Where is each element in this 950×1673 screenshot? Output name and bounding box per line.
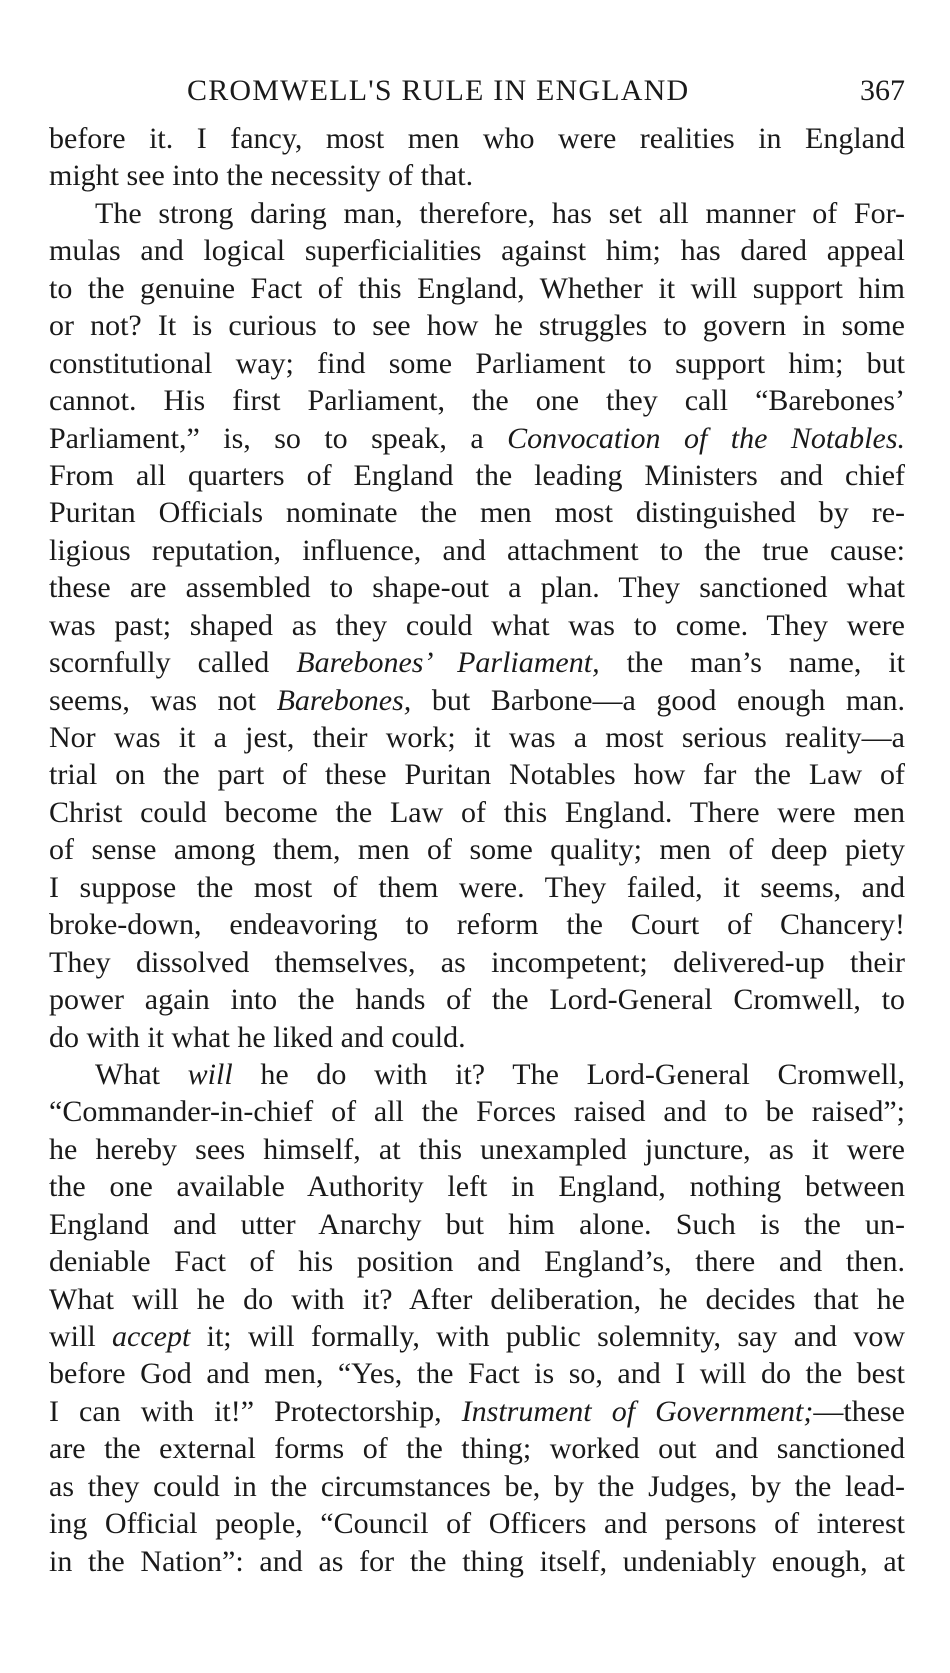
text-line: ligious reputation, influence, and attachment to the true cause:	[49, 533, 905, 567]
text-line: these are assembled to shape-out a plan. They sanctioned what	[49, 571, 905, 605]
page-number: 367	[860, 74, 905, 107]
text-line: What will he do with it? After deliberation, he decides that he	[49, 1282, 905, 1316]
book-page	[49, 72, 905, 1580]
text-line: before God and men, “Yes, the Fact is so, and I will do the best	[49, 1357, 905, 1391]
text-line: Parliament,” is, so to speak, a Convocation of the Notables.	[49, 421, 906, 455]
running-title: CROMWELL'S RULE IN ENGLAND	[187, 74, 690, 107]
text-line: he hereby sees himself, at this unexampled juncture, as it were	[49, 1132, 905, 1166]
text-line: I suppose the most of them were. They failed, it seems, and	[49, 870, 905, 904]
text-line: or not? It is curious to see how he struggles to govern in some	[49, 309, 905, 343]
text-line: do with it what he liked and could.	[49, 1020, 466, 1054]
italic-phrase: Barebones,	[276, 683, 412, 717]
text-line: From all quarters of England the leading Ministers and chief	[49, 458, 905, 492]
text-line: will accept it; will formally, with public solemnity, say and vow	[49, 1320, 906, 1353]
italic-phrase: will	[187, 1057, 233, 1091]
text-line: Puritan Officials nominate the men most distinguished by re-	[49, 496, 905, 530]
paragraph-start-line: What will he do with it? The Lord-General Cromwell,	[95, 1057, 906, 1091]
body-text	[49, 120, 905, 1580]
text-line: are the external forms of the thing; worked out and sanctioned	[49, 1432, 905, 1466]
text-line: Nor was it a jest, their work; it was a most serious reality—a	[49, 721, 905, 754]
text-line: was past; shaped as they could what was to come. They were	[49, 608, 905, 642]
italic-phrase: accept	[112, 1320, 191, 1353]
italic-phrase: Instrument of Government;	[461, 1394, 814, 1428]
text-line: cannot. His first Parliament, the one they call “Barebones’	[49, 384, 905, 418]
text-line: mulas and logical superficialities against him; has dared appeal	[49, 234, 905, 268]
text-line: “Commander-in-chief of all the Forces raised and to be raised”;	[49, 1095, 905, 1129]
text-line: They dissolved themselves, as incompetent; delivered-up their	[49, 945, 905, 979]
text-line: I can with it!” Protectorship, Instrument of Government;—these	[49, 1394, 905, 1428]
italic-phrase: Convocation of the Notables.	[507, 421, 906, 455]
italic-phrase: Barebones’ Parliament,	[296, 646, 600, 680]
text-line: of sense among them, men of some quality; men of deep piety	[49, 833, 905, 867]
text-line: before it. I fancy, most men who were realities in England	[49, 122, 905, 155]
running-head	[49, 72, 905, 120]
text-line: constitutional way; find some Parliament to support him; but	[49, 346, 905, 380]
text-line: seems, was not Barebones, but Barbone—a good enough man.	[49, 683, 906, 717]
text-line: as they could in the circumstances be, by the Judges, by the lead-	[49, 1469, 905, 1503]
text-line: trial on the part of these Puritan Notables how far the Law of	[49, 758, 905, 792]
text-line: scornfully called Barebones’ Parliament, the man’s name, it	[49, 646, 906, 680]
text-line: deniable Fact of his position and England’s, there and then.	[49, 1245, 905, 1279]
paragraph-start-line: The strong daring man, therefore, has set all manner of For-	[95, 196, 905, 230]
text-line: England and utter Anarchy but him alone. Such is the un-	[49, 1207, 905, 1241]
text-line: broke-down, endeavoring to reform the Court of Chancery!	[49, 908, 905, 942]
text-line: in the Nation”: and as for the thing itself, undeniably enough, at	[49, 1544, 905, 1578]
text-line: ing Official people, “Council of Officers and persons of interest	[49, 1507, 905, 1541]
text-line: power again into the hands of the Lord-General Cromwell, to	[49, 983, 905, 1017]
text-line: the one available Authority left in England, nothing between	[49, 1170, 905, 1204]
text-line: Christ could become the Law of this England. There were men	[49, 795, 905, 829]
text-line: to the genuine Fact of this England, Whether it will support him	[49, 271, 905, 305]
text-line: might see into the necessity of that.	[49, 159, 474, 193]
